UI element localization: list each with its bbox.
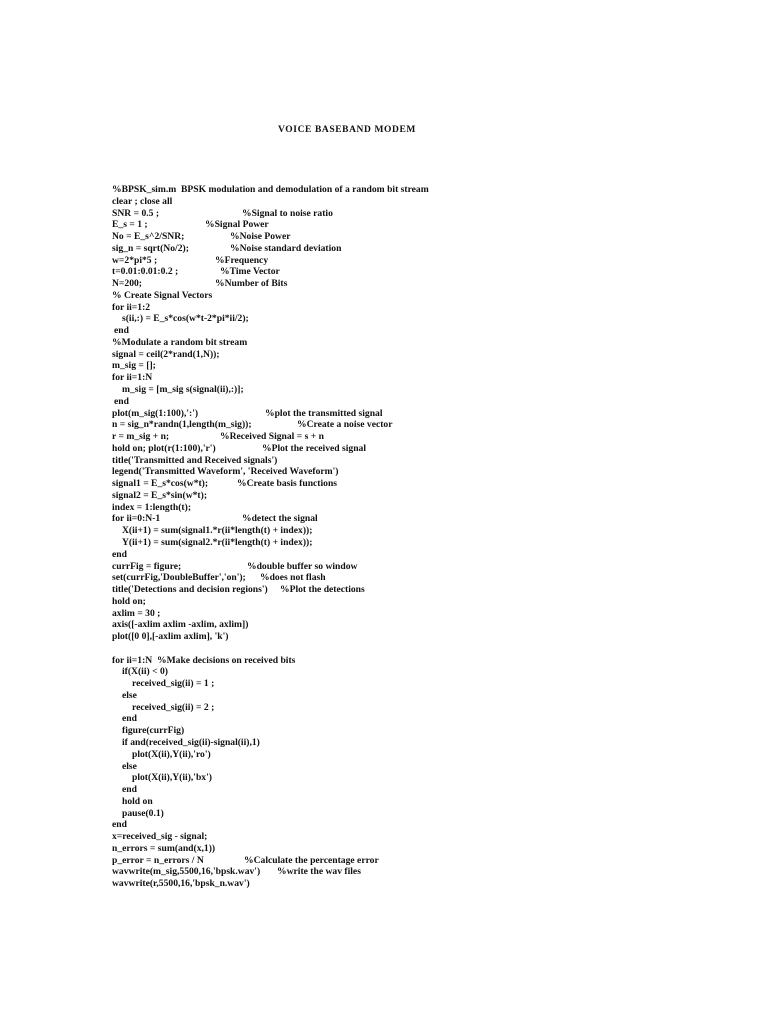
code-line [112, 808, 712, 820]
code-statement: Y(ii+1) = sum(signal2.*r(ii*length(t) + index)); [122, 536, 313, 548]
code-statement: hold on; plot(r(1:100),'r') [112, 442, 216, 454]
code-comment: %Noise Power [230, 231, 291, 243]
code-line [112, 702, 712, 714]
code-statement: sig_n = sqrt(No/2); [112, 242, 189, 254]
code-statement: x=received_sig - signal; [112, 831, 208, 843]
code-statement: % Create Signal Vectors [112, 289, 213, 301]
code-comment: %Time Vector [220, 266, 280, 278]
code-line [112, 666, 712, 678]
code-comment: %Noise standard deviation [230, 242, 342, 254]
code-statement: signal1 = E_s*cos(w*t); [112, 478, 209, 490]
code-line [112, 784, 712, 796]
code-statement: received_sig(ii) = 1 ; [132, 678, 215, 690]
code-line [112, 572, 712, 584]
code-line [112, 690, 712, 702]
code-comment: %Number of Bits [215, 278, 288, 290]
code-comment: %Signal to noise ratio [242, 207, 333, 219]
code-statement: for ii=1:2 [112, 301, 151, 313]
code-line [112, 831, 712, 843]
code-line [112, 408, 712, 420]
code-line [112, 843, 712, 855]
code-statement: legend('Transmitted Waveform', 'Received Waveform') [112, 466, 339, 478]
code-line [112, 643, 712, 655]
code-statement: No = E_s^2/SNR; [112, 231, 185, 243]
code-line [112, 313, 712, 325]
code-statement: else [122, 689, 137, 701]
code-statement: N=200; [112, 278, 142, 290]
code-statement: wavwrite(m_sig,5500,16,'bpsk.wav') [112, 866, 261, 878]
code-statement: wavwrite(r,5500,16,'bpsk_n.wav') [112, 878, 250, 890]
code-statement: %Modulate a random bit stream [112, 336, 248, 348]
code-line [112, 490, 712, 502]
code-comment: %Create basis functions [237, 478, 338, 490]
code-statement: hold on; [112, 595, 146, 607]
code-line [112, 549, 712, 561]
code-line [112, 337, 712, 349]
code-line [112, 290, 712, 302]
code-statement: axis([-axlim axlim -axlim, axlim]) [112, 619, 249, 631]
code-line [112, 243, 712, 255]
code-statement: for ii=1:N [112, 372, 153, 384]
code-comment: %write the wav files [277, 866, 361, 878]
code-statement: m_sig = [m_sig s(signal(ii),:)]; [122, 384, 244, 396]
code-line [112, 878, 712, 890]
code-line [112, 537, 712, 549]
code-statement: s(ii,:) = E_s*cos(w*t-2*pi*ii/2); [122, 313, 249, 325]
code-line [112, 819, 712, 831]
code-statement: n_errors = sum(and(x,1)) [112, 842, 216, 854]
code-statement: title('Detections and decision regions') [112, 584, 268, 596]
code-statement: end [114, 325, 129, 337]
code-statement: m_sig = []; [112, 360, 156, 372]
code-statement: if and(received_sig(ii)-signal(ii),1) [122, 736, 260, 748]
code-statement: end [112, 819, 127, 831]
code-statement: axlim = 30 ; [112, 607, 161, 619]
code-line [112, 278, 712, 290]
code-line [112, 513, 712, 525]
code-statement: X(ii+1) = sum(signal1.*r(ii*length(t) + index)); [122, 525, 313, 537]
code-statement: SNR = 0.5 ; [112, 207, 160, 219]
code-line [112, 384, 712, 396]
code-statement: hold on [122, 795, 153, 807]
code-comment: %plot the transmitted signal [265, 407, 383, 419]
code-statement: currFig = figure; [112, 560, 182, 572]
code-statement: clear ; close all [112, 195, 173, 207]
code-statement: end [114, 395, 129, 407]
code-line [112, 596, 712, 608]
code-line [112, 631, 712, 643]
code-statement: pause(0.1) [122, 807, 164, 819]
code-line [112, 349, 712, 361]
code-statement: signal = ceil(2*rand(1,N)); [112, 348, 220, 360]
code-line [112, 466, 712, 478]
code-comment: %Make decisions on received bits [157, 654, 296, 666]
document-title: VOICE BASEBAND MODEM [278, 125, 416, 135]
code-line [112, 419, 712, 431]
code-line [112, 725, 712, 737]
code-line [112, 713, 712, 725]
code-line [112, 372, 712, 384]
code-line [112, 772, 712, 784]
code-comment: %Received Signal = s + n [220, 431, 324, 443]
code-line [112, 796, 712, 808]
code-line [112, 231, 712, 243]
code-line [112, 219, 712, 231]
code-comment: %Calculate the percentage error [244, 854, 379, 866]
code-line [112, 655, 712, 667]
code-statement: title('Transmitted and Received signals') [112, 454, 278, 466]
code-line [112, 855, 712, 867]
code-statement: signal2 = E_s*sin(w*t); [112, 489, 208, 501]
code-line [112, 196, 712, 208]
code-line [112, 525, 712, 537]
code-statement: end [112, 548, 127, 560]
code-line [112, 584, 712, 596]
code-statement: if(X(ii) < 0) [122, 666, 168, 678]
code-statement: r = m_sig + n; [112, 431, 170, 443]
code-line [112, 678, 712, 690]
code-listing [112, 184, 712, 890]
code-statement: for ii=1:N [112, 654, 153, 666]
code-comment: %Frequency [215, 254, 269, 266]
code-line [112, 455, 712, 467]
code-statement: plot([0 0],[-axlim axlim], 'k') [112, 631, 229, 643]
code-statement: figure(currFig) [122, 725, 185, 737]
code-line [112, 561, 712, 573]
code-line [112, 443, 712, 455]
code-line [112, 302, 712, 314]
code-statement: t=0.01:0.01:0.2 ; [112, 266, 179, 278]
code-statement: w=2*pi*5 ; [112, 254, 158, 266]
code-comment: %does not flash [260, 572, 326, 584]
code-line [112, 749, 712, 761]
code-line [112, 502, 712, 514]
code-statement: received_sig(ii) = 2 ; [132, 701, 215, 713]
code-line [112, 266, 712, 278]
code-line [112, 360, 712, 372]
code-statement: else [122, 760, 137, 772]
code-statement: plot(m_sig(1:100),':') [112, 407, 199, 419]
code-statement: end [122, 713, 137, 725]
code-line [112, 619, 712, 631]
code-statement: p_error = n_errors / N [112, 854, 204, 866]
code-line [112, 396, 712, 408]
code-line [112, 184, 712, 196]
code-line [112, 478, 712, 490]
code-comment: %Create a noise vector [297, 419, 393, 431]
code-line [112, 866, 712, 878]
code-statement: E_s = 1 ; [112, 219, 148, 231]
code-statement: %BPSK_sim.m BPSK modulation and demodulation of a random bit stream [112, 184, 429, 195]
code-line [112, 737, 712, 749]
code-line [112, 608, 712, 620]
code-statement: set(currFig,'DoubleBuffer','on'); [112, 572, 246, 584]
code-statement: n = sig_n*randn(1,length(m_sig)); [112, 419, 252, 431]
code-statement: for ii=0:N-1 [112, 513, 161, 525]
code-line [112, 255, 712, 267]
code-comment: %Plot the received signal [262, 442, 367, 454]
code-comment: %double buffer so window [247, 560, 358, 572]
code-statement: end [122, 784, 137, 796]
code-comment: %Plot the detections [280, 584, 365, 596]
code-comment: %detect the signal [242, 513, 318, 525]
code-line [112, 761, 712, 773]
code-statement: index = 1:length(t); [112, 501, 192, 513]
code-comment: %Signal Power [205, 219, 269, 231]
code-line [112, 325, 712, 337]
code-line [112, 431, 712, 443]
code-line [112, 208, 712, 220]
code-statement: plot(X(ii),Y(ii),'bx') [132, 772, 212, 784]
code-statement: plot(X(ii),Y(ii),'ro') [132, 748, 211, 760]
